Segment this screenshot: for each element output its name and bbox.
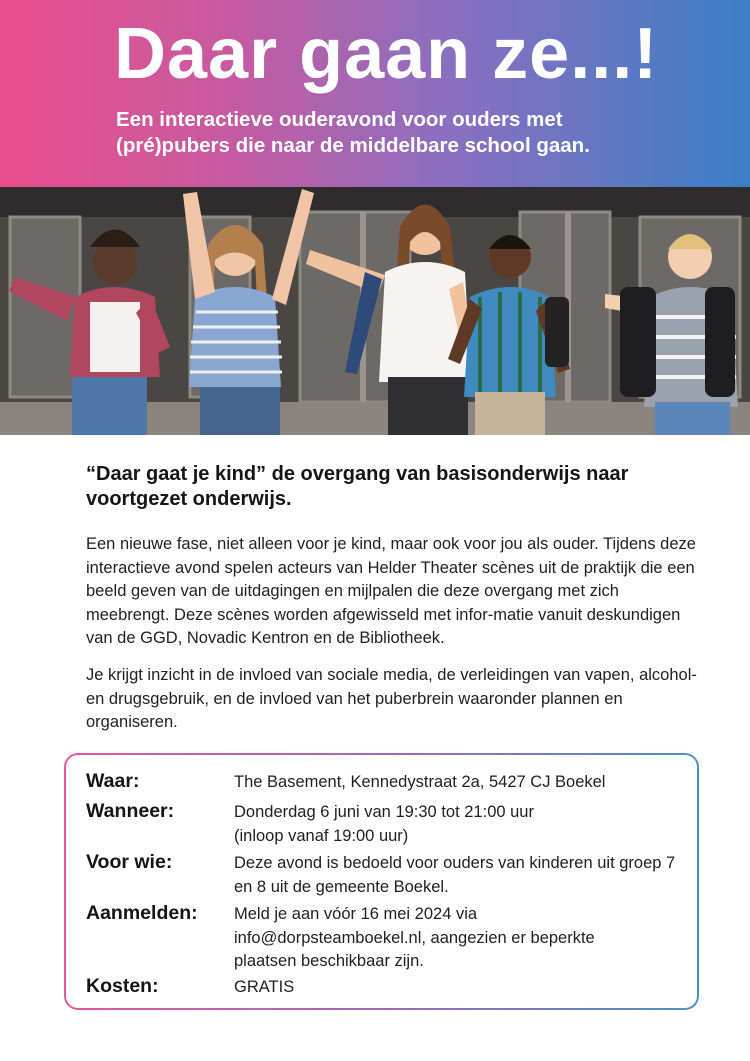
page-subtitle: Een interactieve ouderavond voor ouders met (pré)pubers die naar de middelbare school gaan. <box>116 108 590 157</box>
header-banner <box>0 0 750 187</box>
photo-illustration <box>0 187 750 435</box>
children-running-photo <box>0 187 750 435</box>
page-title: Daar gaan ze...! <box>114 14 659 94</box>
wanneer-label: Wanneer: <box>86 800 175 822</box>
intro-paragraph: Een nieuwe fase, niet alleen voor je kind, maar ook voor jou als ouder. Tijdens deze interactieve avond spelen acteurs van Helder Theater scènes uit de praktijk die een beeld geven van de uitdagingen en mijlpalen die deze overgang met zich meebrengt. Deze scènes worden afgewisseld met infor-matie vanuit deskundigen van de GGD, Novadic Kentron en de Bibliotheek. <box>86 535 696 647</box>
kosten-label: Kosten: <box>86 975 159 997</box>
details-paragraph: Je krijgt inzicht in de invloed van sociale media, de verleidingen van vapen, alcohol- en drugsgebruik, en de invloed van het puberbrein waaronder plannen en organiseren. <box>86 666 697 731</box>
kosten-value: GRATIS <box>234 978 295 996</box>
wanneer-value: Donderdag 6 juni van 19:30 tot 21:00 uur (inloop vanaf 19:00 uur) <box>234 803 534 845</box>
info-box-inner <box>66 755 697 1008</box>
info-box <box>64 753 699 1010</box>
waar-label: Waar: <box>86 770 140 792</box>
aanmelden-label: Aanmelden: <box>86 902 198 924</box>
voor-wie-label: Voor wie: <box>86 851 173 873</box>
aanmelden-value: Meld je aan vóór 16 mei 2024 via info@dorpsteamboekel.nl, aangezien er beperkte plaatsen beschikbaar zijn. <box>234 905 595 970</box>
waar-value: The Basement, Kennedystraat 2a, 5427 CJ Boekel <box>234 773 606 791</box>
voor-wie-value: Deze avond is bedoeld voor ouders van kinderen uit groep 7 en 8 uit de gemeente Boekel. <box>234 854 676 896</box>
section-heading: “Daar gaat je kind” de overgang van basisonderwijs naar voortgezet onderwijs. <box>86 463 629 510</box>
